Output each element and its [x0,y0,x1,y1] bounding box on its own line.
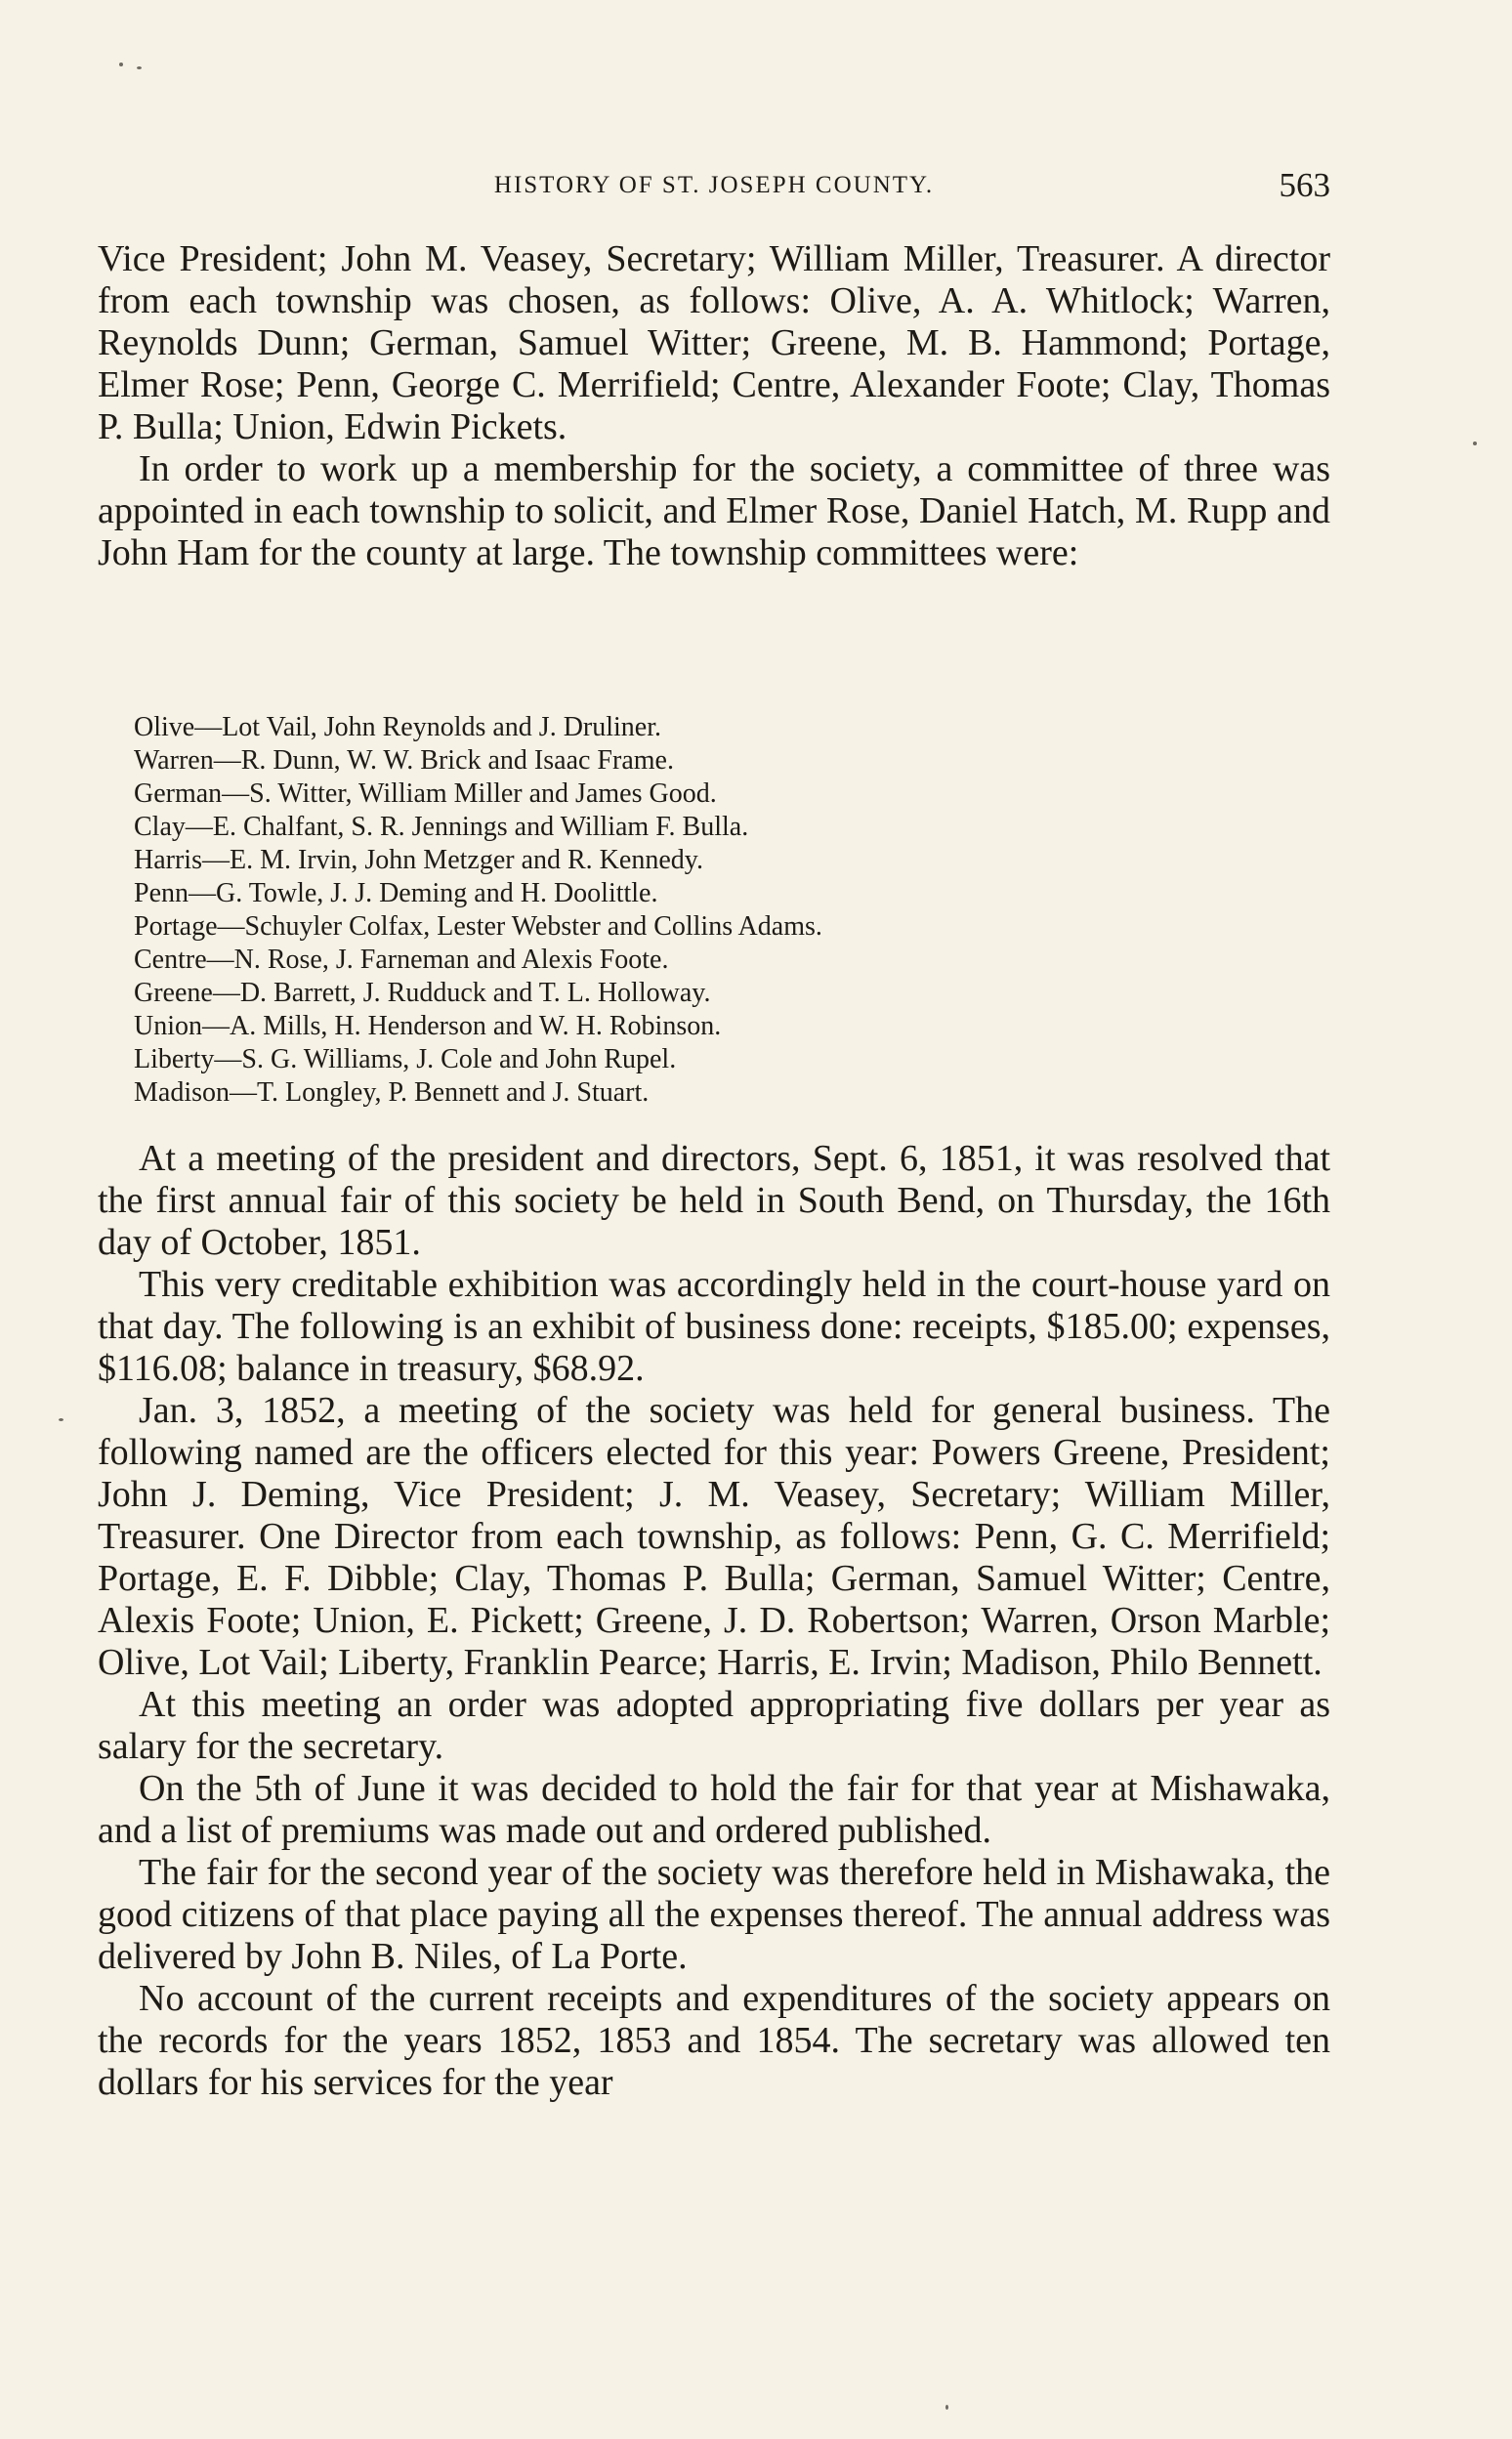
paper-speck [137,66,142,69]
paper-speck [945,2405,948,2410]
list-item: Portage—Schuyler Colfax, Lester Webster and Collins Adams. [134,911,822,942]
township-committee-list [134,711,1111,1110]
list-item: Warren—R. Dunn, W. W. Brick and Isaac Frame. [134,745,674,776]
paragraph: In order to work up a membership for the society, a committee of three was appointed in each township to solicit, and Elmer Rose, Daniel Hatch, M. Rupp and John Ham for the county at large. The township committees were: [98,448,1330,573]
list-item: Harris—E. M. Irvin, John Metzger and R. Kennedy. [134,845,703,875]
page-header [98,166,1330,209]
body-text-top [98,238,1330,574]
paragraph: The fair for the second year of the society was therefore held in Mishawaka, the good citizens of that place paying all the expenses thereof. The annual address was delivered by John B. Niles, of La Porte. [98,1852,1330,1977]
list-item: Penn—G. Towle, J. J. Deming and H. Doolittle. [134,878,658,908]
paragraph: At a meeting of the president and directors, Sept. 6, 1851, it was resolved that the first annual fair of this society be held in South Bend, on Thursday, the 16th day of October, 1851. [98,1138,1330,1263]
running-head: HISTORY OF ST. JOSEPH COUNTY. [493,172,935,198]
list-item: German—S. Witter, William Miller and James Good. [134,778,717,809]
paragraph: This very creditable exhibition was accordingly held in the court-house yard on that day. The following is an exhibit of business done: receipts, $185.00; expenses, $116.08; balance in treasury, $68.92. [98,1264,1330,1389]
paragraph: Vice President; John M. Veasey, Secretary; William Miller, Treasurer. A director from each township was chosen, as follows: Olive, A. A. Whitlock; Warren, Reynolds Dunn; German, Samuel Witter; Greene, M. B. Hammond; Portage, Elmer Rose; Penn, George C. Merrifield; Centre, Alexander Foote; Clay, Thomas P. Bulla; Union, Edwin Pickets. [98,238,1330,447]
paper-speck [119,63,123,66]
list-item: Union—A. Mills, H. Henderson and W. H. Robinson. [134,1011,722,1041]
body-text-bottom [98,1138,1330,2104]
list-item: Centre—N. Rose, J. Farneman and Alexis Foote. [134,945,669,975]
paragraph: No account of the current receipts and expenditures of the society appears on the records for the years 1852, 1853 and 1854. The secretary was allowed ten dollars for his services for the year [98,1978,1330,2103]
paper-speck [59,1418,63,1421]
paragraph: At this meeting an order was adopted appropriating five dollars per year as salary for the secretary. [98,1684,1330,1767]
list-item: Olive—Lot Vail, John Reynolds and J. Druliner. [134,712,661,742]
paper-speck [1473,442,1477,445]
paragraph: On the 5th of June it was decided to hold the fair for that year at Mishawaka, and a list of premiums was made out and ordered published. [98,1768,1330,1851]
list-item: Greene—D. Barrett, J. Rudduck and T. L. Holloway. [134,978,711,1008]
list-item: Clay—E. Chalfant, S. R. Jennings and William F. Bulla. [134,812,749,842]
page-number: 563 [1279,166,1330,204]
list-item: Madison—T. Longley, P. Bennett and J. Stuart. [134,1077,650,1108]
list-item: Liberty—S. G. Williams, J. Cole and John Rupel. [134,1044,677,1074]
paragraph: Jan. 3, 1852, a meeting of the society was held for general business. The following named are the officers elected for this year: Powers Greene, President; John J. Deming, Vice President; J. M. Veasey, Secretary; William Miller, Treasurer. One Director from each township, as follows: Penn, G. C. Merrifield; Portage, E. F. Dibble; Clay, Thomas P. Bulla; German, Samuel Witter; Centre, Alexis Foote; Union, E. Pickett; Greene, J. D. Robertson; Warren, Orson Marble; Olive, Lot Vail; Liberty, Franklin Pearce; Harris, E. Irvin; Madison, Philo Bennett. [98,1390,1330,1683]
